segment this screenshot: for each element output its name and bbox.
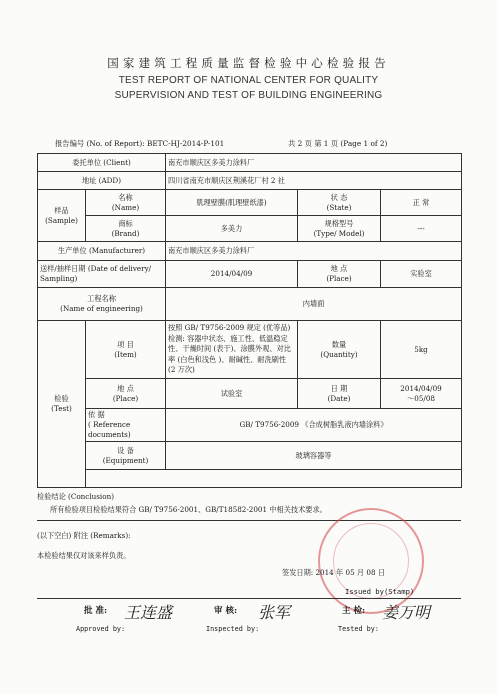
conclusion-label: 检验结论 (Conclusion) [37, 492, 114, 501]
quantity-value: 5kg [381, 321, 462, 379]
type-value: --- [381, 216, 462, 242]
item-label: 项 目 (Item) [86, 321, 166, 379]
table-row [38, 379, 462, 409]
approved-by-signature: 王连盛 [124, 603, 173, 622]
equipment-value: 玻璃容器等 [166, 442, 462, 470]
test-place-label: 地 点 (Place) [86, 379, 166, 409]
issued-by-stamp-label: Issued by(Stamp) [345, 587, 415, 596]
date-label: 日 期 (Date) [298, 379, 381, 409]
issue-date: 签发日期: 2014 年 05 月 08 日 [282, 568, 386, 577]
item-value: 按照 GB/ T9756-2009 规定 (优等品) 检测: 容器中状态、施工性、低温稳定性、干燥时间 (表干)、涂膜外观、对比率 (白色和浅色 )、耐碱性、耐洗刷性 (2 万次) [166, 321, 298, 379]
sample-label: 样品(Sample) [38, 190, 86, 242]
reference-value: GB/ T9756-2009 《合成树脂乳液内墙涂料》 [166, 409, 462, 442]
approved-by-label-cn: 批 准: [84, 606, 108, 616]
name-value: 肌理壁膜(肌理壁纸漆) [166, 190, 298, 216]
remarks-label: (以下空白) 附注 (Remarks): [37, 531, 131, 540]
table-row [38, 190, 462, 216]
brand-label: 商标 (Brand) [86, 216, 166, 242]
sampling-date-value: 2014/04/09 [166, 261, 298, 288]
inspected-by-label-cn: 审 核: [214, 606, 238, 616]
conclusion-section [37, 492, 461, 515]
place-value: 实验室 [381, 261, 462, 288]
place-label: 地 点 (Place) [298, 261, 381, 288]
address-label: 地址 (ADD) [38, 172, 166, 190]
state-label: 状 态 (State) [298, 190, 381, 216]
date-value: 2014/04/09 ～05/08 [381, 379, 462, 409]
inspected-by-label-en: Inspected by: [206, 625, 260, 633]
manufacturer-label: 生产单位 (Manufacturer) [38, 242, 166, 261]
tested-by-label-en: Tested by: [338, 625, 379, 633]
approved-by-label-en: Approved by: [76, 625, 126, 633]
engineering-label: 工程名称 (Name of engineering) [38, 288, 166, 321]
client-value: 南充市顺庆区多美力涂料厂 [166, 154, 462, 172]
reference-label: 依 据 ( Reference documents) [86, 409, 166, 442]
tested-by-label-cn: 主 检: [342, 606, 366, 616]
type-label: 规格型号 (Type/ Model) [298, 216, 381, 242]
tested-by-signature: 姜万明 [382, 603, 431, 622]
report-title-english-line2: SUPERVISION AND TEST OF BUILDING ENGINEERING [114, 90, 383, 101]
table-row [38, 409, 462, 442]
table-spacer [86, 470, 462, 488]
equipment-label: 设 备 (Equipment) [86, 442, 166, 470]
report-title-chinese: 国家建筑工程质量监督检验中心检验报告 [107, 56, 390, 70]
manufacturer-value: 南充市顺庆区多美力涂料厂 [166, 242, 462, 261]
remarks-divider [37, 598, 461, 599]
table-row [38, 288, 462, 321]
conclusion-text: 所有检验项目检验结果符合 GB/ T9756-2001、GB/T18582-2001 中相关技术要求。 [50, 505, 327, 514]
page-count: 共 2 页 第 1 页 (Page 1 of 2) [288, 139, 388, 148]
table-row [38, 216, 462, 242]
name-label: 名称 (Name) [86, 190, 166, 216]
client-label: 委托单位 (Client) [38, 154, 166, 172]
table-row [38, 442, 462, 470]
state-value: 正 常 [381, 190, 462, 216]
brand-value: 多美力 [166, 216, 298, 242]
table-row [38, 154, 462, 172]
inspected-by-signature: 张军 [258, 603, 291, 622]
test-report-table [37, 153, 462, 488]
address-value: 四川省南充市顺庆区荆溪花厂村 2 社 [166, 172, 462, 190]
engineering-value: 内墙面 [166, 288, 462, 321]
quantity-label: 数量 (Quantity) [298, 321, 381, 379]
remarks-section [37, 531, 461, 561]
test-place-value: 试验室 [166, 379, 298, 409]
sampling-date-label: 送样/抽样日期 (Date of delivery/ Sampling) [38, 261, 166, 288]
table-row [38, 321, 462, 379]
table-row [38, 470, 462, 488]
table-row [38, 172, 462, 190]
report-number: 报告编号 (No. of Report): BETC-HJ-2014-P-101 [55, 139, 225, 148]
remarks-note: 本检验结果仅对该来样负责。 [37, 551, 131, 560]
table-row [38, 242, 462, 261]
table-row [38, 261, 462, 288]
report-title-english-line1: TEST REPORT OF NATIONAL CENTER FOR QUALITY [118, 75, 379, 86]
test-label: 检验 (Test) [38, 321, 86, 488]
